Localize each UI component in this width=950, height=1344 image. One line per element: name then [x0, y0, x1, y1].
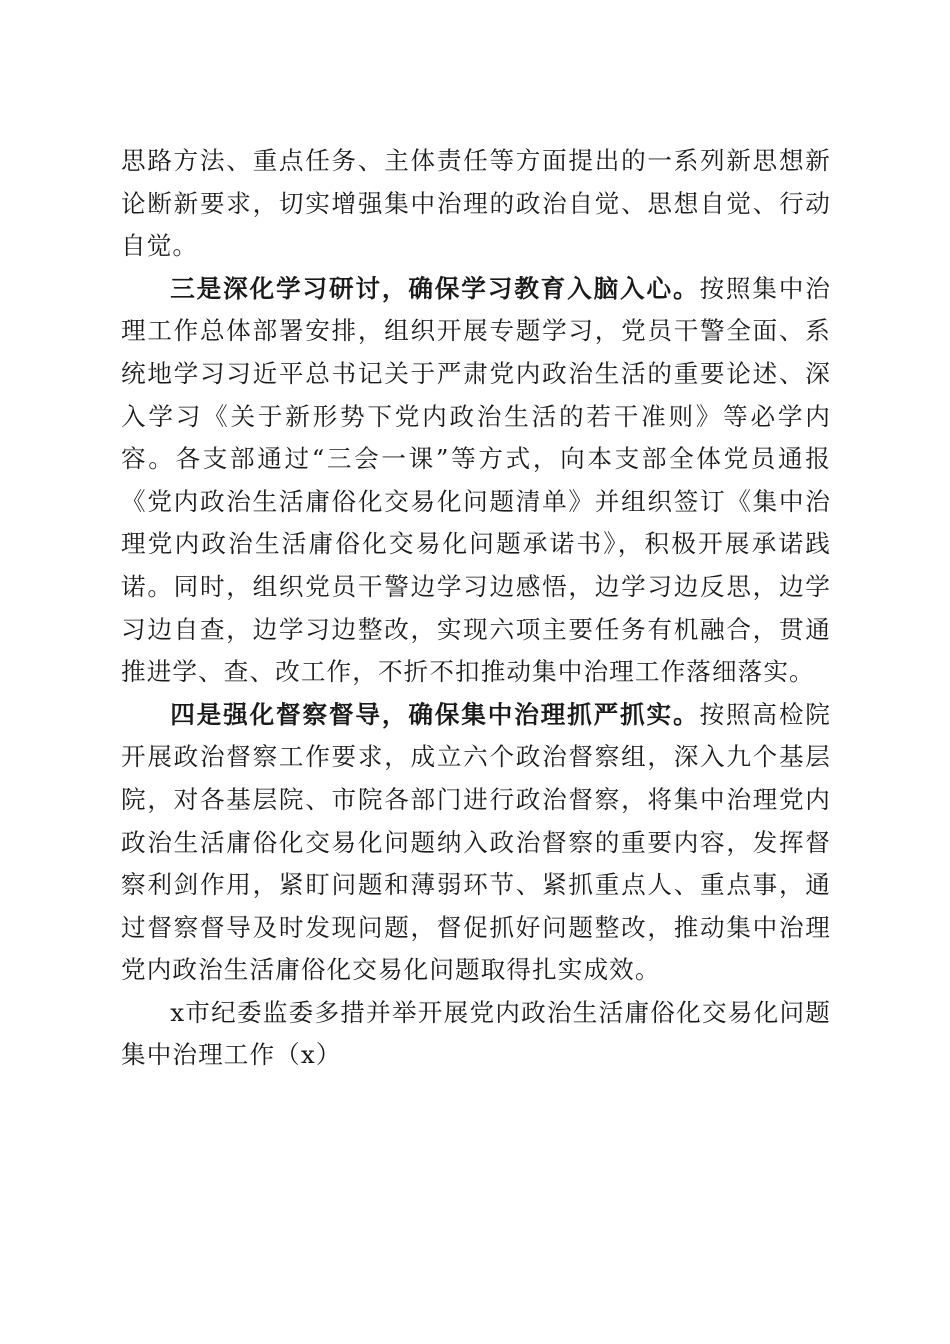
paragraph-supervision — [121, 694, 831, 992]
paragraph-heading: 四是强化督察督导，确保集中治理抓严抓实。 — [170, 699, 700, 729]
paragraph-text: 思路方法、重点任务、主体责任等方面提出的一系列新思想新论断新要求，切实增强集中治理的政治自觉、思想自觉、行动自觉。 — [121, 146, 831, 261]
paragraph-text: 按照集中治理工作总体部署安排，组织开展专题学习，党员干警全面、系统地学习习近平总书记关于严肃党内政治生活的重要论述、深入学习《关于新形势下党内政治生活的若干准则》等必学内容。各支部通过“三会一课”等方式，向本支部全体党员通报《党内政治生活庸俗化交易化问题清单》并组织签订《集中治理党内政治生活庸俗化交易化问题承诺书》，积极开展承诺践诺。同时，组织党员干警边学习边感悟，边学习边反思，边学习边自查，边学习边整改，实现六项主要任务有机融合，贯通推进学、查、改工作，不折不扣推动集中治理工作落细落实。 — [121, 273, 831, 687]
paragraph-study-discussion — [121, 268, 831, 694]
next-article-title-text: x市纪委监委多措并举开展党内政治生活庸俗化交易化问题集中治理工作（x） — [121, 997, 831, 1070]
paragraph-continuation — [121, 140, 831, 268]
paragraph-heading: 三是深化学习研讨，确保学习教育入脑入心。 — [170, 273, 700, 303]
paragraph-text: 按照高检院开展政治督察工作要求，成立六个政治督察组，深入九个基层院，对各基层院、市院各部门进行政治督察，将集中治理党内政治生活庸俗化交易化问题纳入政治督察的重要内容，发挥督察利剑作用，紧盯问题和薄弱环节、紧抓重点人、重点事，通过督察督导及时发现问题，督促抓好问题整改，推动集中治理党内政治生活庸俗化交易化问题取得扎实成效。 — [121, 699, 831, 985]
document-body — [121, 140, 831, 1077]
next-article-title — [121, 992, 831, 1077]
